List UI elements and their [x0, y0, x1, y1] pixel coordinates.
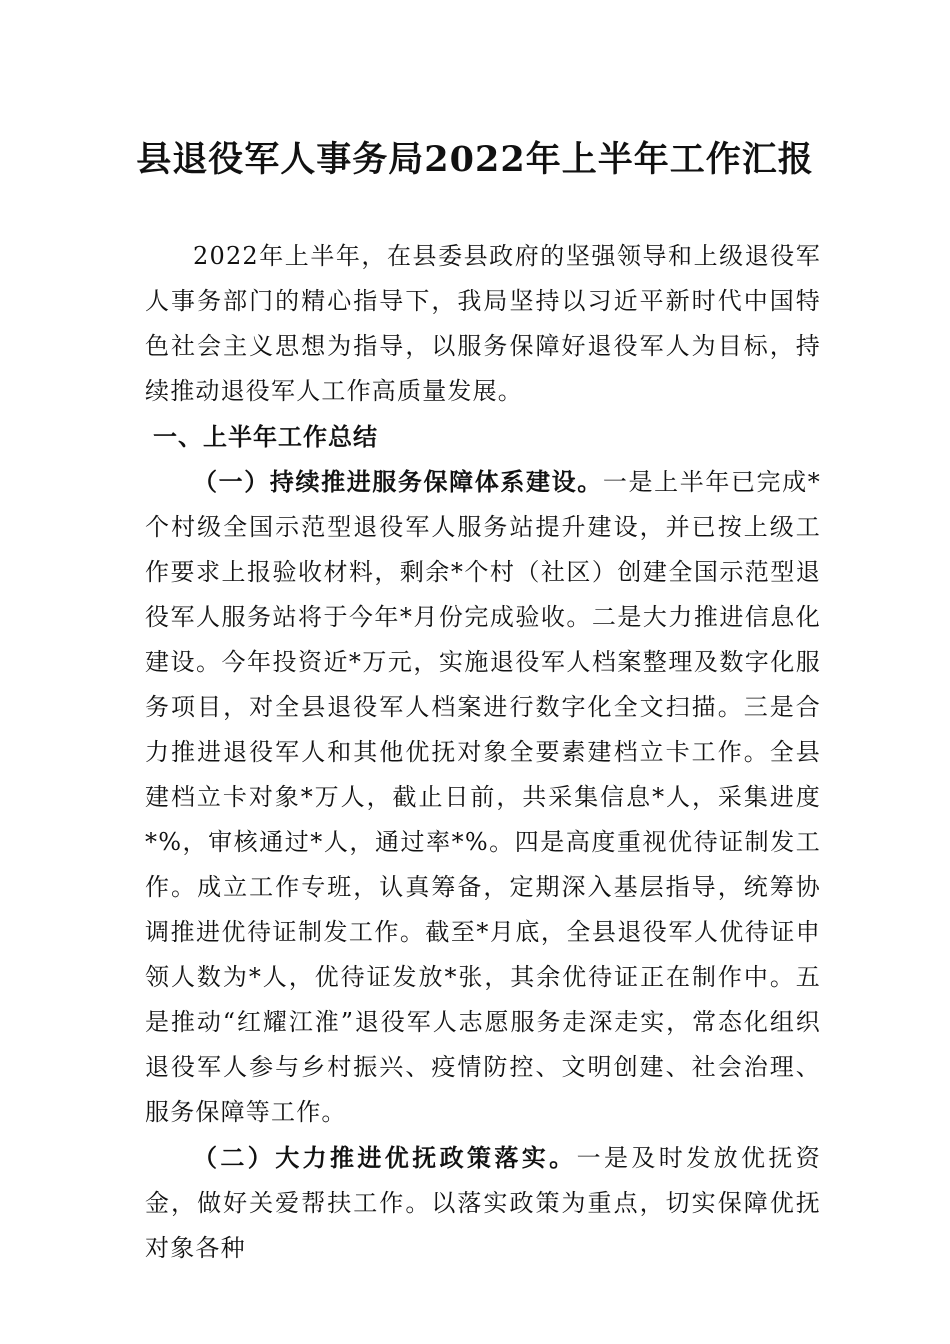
subsection-heading-2: （二）大力推进优抚政策落实。 — [193, 1143, 577, 1172]
subsection-text-2: 一是及时发放优抚资金，做好关爱帮扶工作。以落实政策为重点，切实保障优抚对象各种 — [145, 1144, 821, 1262]
subsection-paragraph-1 — [145, 459, 821, 1135]
document-body — [145, 234, 821, 1271]
document-title: 县退役军人事务局2022年上半年工作汇报 — [136, 139, 814, 180]
subsection-paragraph-2 — [145, 1135, 821, 1271]
subsection-heading-1: （一）持续推进服务保障体系建设。 — [193, 467, 603, 496]
subsection-text-1: 一是上半年已完成*个村级全国示范型退役军人服务站提升建设，并已按上级工作要求上报验收材料，剩余*个村（社区）创建全国示范型退役军人服务站将于今年*月份完成验收。二是大力推进信息化建设。今年投资近*万元，实施退役军人档案整理及数字化服务项目，对全县退役军人档案进行数字化全文扫描。三是合力推进退役军人和其他优抚对象全要素建档立卡工作。全县建档立卡对象*万人，截止日前，共采集信息*人，采集进度*%，审核通过*人，通过率*%。四是高度重视优待证制发工作。成立工作专班，认真筹备，定期深入基层指导，统筹协调推进优待证制发工作。截至*月底，全县退役军人优待证申领人数为*人，优待证发放*张，其余优待证正在制作中。五是推动“红耀江淮”退役军人志愿服务走深走实，常态化组织退役军人参与乡村振兴、疫情防控、文明创建、社会治理、服务保障等工作。 — [145, 468, 821, 1126]
intro-paragraph: 2022年上半年，在县委县政府的坚强领导和上级退役军人事务部门的精心指导下，我局坚持以习近平新时代中国特色社会主义思想为指导，以服务保障好退役军人为目标，持续推动退役军人工作高质量发展。 — [145, 242, 821, 405]
section-heading-1: 一、上半年工作总结 — [153, 422, 378, 451]
